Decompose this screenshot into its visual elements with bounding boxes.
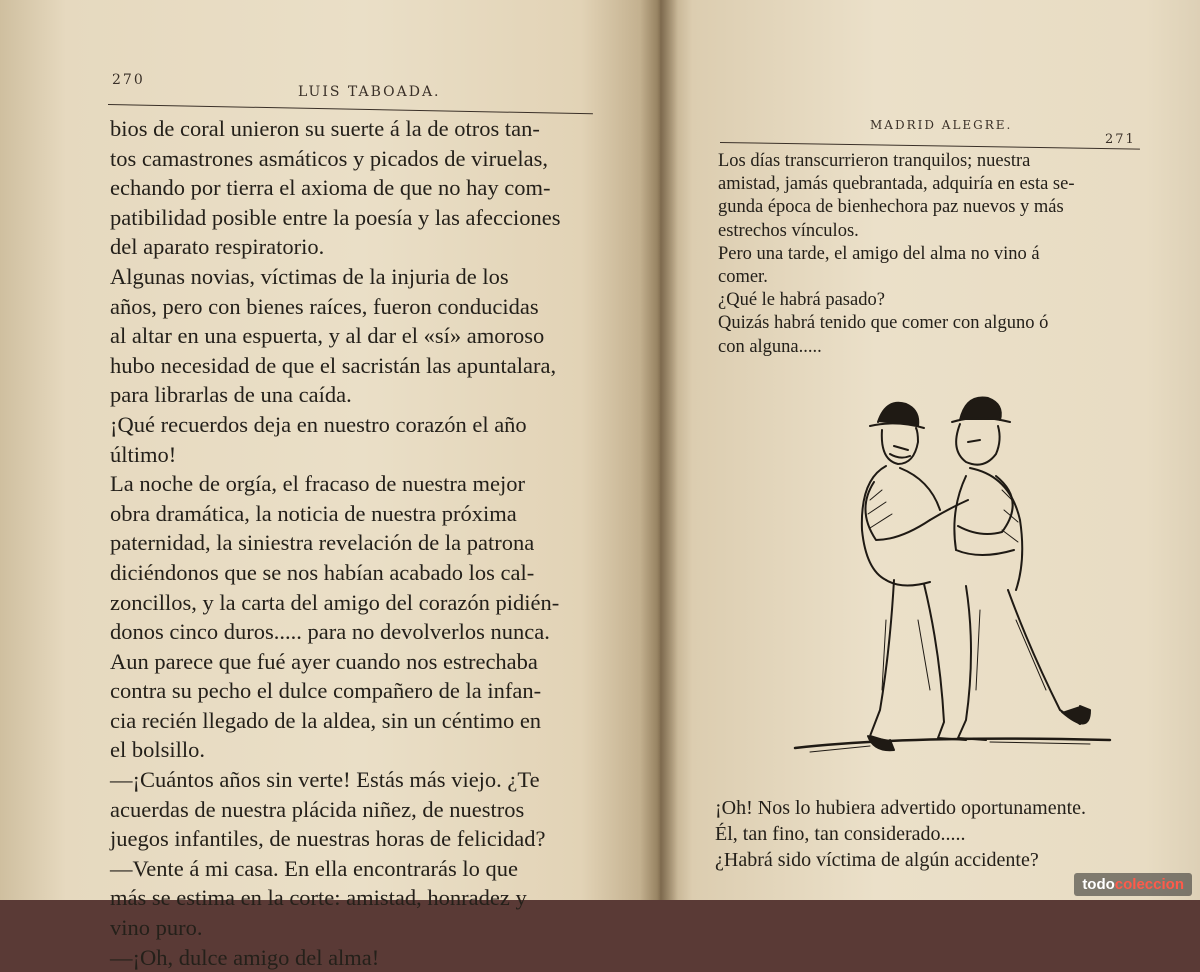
right-body-text-after-image xyxy=(715,795,1175,873)
left-text-line: donos cinco duros..... para no devolverlos nunca. xyxy=(110,619,550,645)
left-body-text xyxy=(110,114,590,972)
watermark-suffix: coleccion xyxy=(1114,876,1184,893)
right-text-line: Pero una tarde, el amigo del alma no vino á xyxy=(718,243,1040,264)
right-page xyxy=(660,0,1200,900)
right-text-line: ¿Qué le habrá pasado? xyxy=(718,290,885,311)
right-text-line: Quizás habrá tenido que comer con alguno ó xyxy=(718,313,1049,334)
left-text-line: hubo necesidad de que el sacristán las apuntalara, xyxy=(110,352,557,378)
left-text-line: paternidad, la siniestra revelación de la patrona xyxy=(110,530,535,556)
left-text-line: contra su pecho el dulce compañero de la infan- xyxy=(110,678,542,704)
left-text-line: acuerdas de nuestra plácida niñez, de nuestros xyxy=(110,796,525,822)
right-text-line: Los días transcurrieron tranquilos; nuestra xyxy=(718,151,1031,171)
left-text-line: La noche de orgía, el fracaso de nuestra mejor xyxy=(110,471,526,497)
watermark xyxy=(1074,873,1192,896)
left-text-line: cia recién llegado de la aldea, sin un céntimo en xyxy=(110,707,542,733)
two-men-illustration xyxy=(790,390,1120,780)
watermark-prefix: todo xyxy=(1082,876,1115,893)
right-text-after-line: ¡Oh! Nos lo hubiera advertido oportunamente. xyxy=(715,797,1087,819)
left-text-line: —Vente á mi casa. En ella encontrarás lo que xyxy=(110,855,518,881)
right-text-after-line: ¿Habrá sido víctima de algún accidente? xyxy=(715,849,1039,871)
left-text-line: el bolsillo. xyxy=(110,737,205,763)
left-text-line: al altar en una espuerta, y al dar el «sí» amoroso xyxy=(110,323,545,349)
left-text-line: patibilidad posible entre la poesía y las afecciones xyxy=(110,204,561,230)
left-text-line: —¡Oh, dulce amigo del alma! xyxy=(110,944,380,970)
left-text-line: —¡Cuántos años sin verte! Estás más viejo. ¿Te xyxy=(110,767,540,793)
right-text-after-line: Él, tan fino, tan considerado..... xyxy=(715,823,966,845)
left-text-line: obra dramática, la noticia de nuestra próxima xyxy=(110,500,517,526)
left-text-line: último! xyxy=(110,441,177,467)
left-text-line: más se estima en la corte: amistad, honradez y xyxy=(110,885,527,911)
left-text-line: diciéndonos que se nos habían acabado los cal- xyxy=(110,559,535,585)
left-running-head: LUIS TABOADA. xyxy=(298,84,441,100)
right-body-text xyxy=(718,150,1158,359)
right-text-line: estrechos vínculos. xyxy=(718,220,859,241)
left-text-line: ¡Qué recuerdos deja en nuestro corazón el año xyxy=(110,411,527,437)
book-spine-shadow xyxy=(640,0,678,900)
right-text-line: gunda época de bienhechora paz nuevos y más xyxy=(718,197,1064,218)
left-text-line: Algunas novias, víctimas de la injuria de los xyxy=(110,263,509,289)
right-text-line: comer. xyxy=(718,267,768,288)
left-text-line: bios de coral unieron su suerte á la de otros tan- xyxy=(110,116,540,141)
left-text-line: juegos infantiles, de nuestras horas de felicidad? xyxy=(110,826,546,852)
left-text-line: vino puro. xyxy=(110,915,203,941)
right-text-line: amistad, jamás quebrantada, adquiría en esta se- xyxy=(718,174,1075,195)
left-header-rule xyxy=(108,104,593,114)
left-text-line: tos camastrones asmáticos y picados de viruelas, xyxy=(110,145,549,171)
left-text-line: años, pero con bienes raíces, fueron conducidas xyxy=(110,293,539,319)
left-text-line: Aun parece que fué ayer cuando nos estrechaba xyxy=(110,648,538,674)
left-text-line: zoncillos, y la carta del amigo del corazón pidién- xyxy=(110,589,560,615)
right-page-number: 271 xyxy=(1105,132,1136,147)
right-running-head: MADRID ALEGRE. xyxy=(870,118,1013,132)
right-text-line: con alguna..... xyxy=(718,336,822,357)
left-page-number: 270 xyxy=(112,72,145,88)
left-text-line: para librarlas de una caída. xyxy=(110,382,352,408)
left-text-line: del aparato respiratorio. xyxy=(110,234,325,260)
right-header-rule xyxy=(720,142,1140,150)
left-text-line: echando por tierra el axioma de que no hay com- xyxy=(110,175,551,201)
